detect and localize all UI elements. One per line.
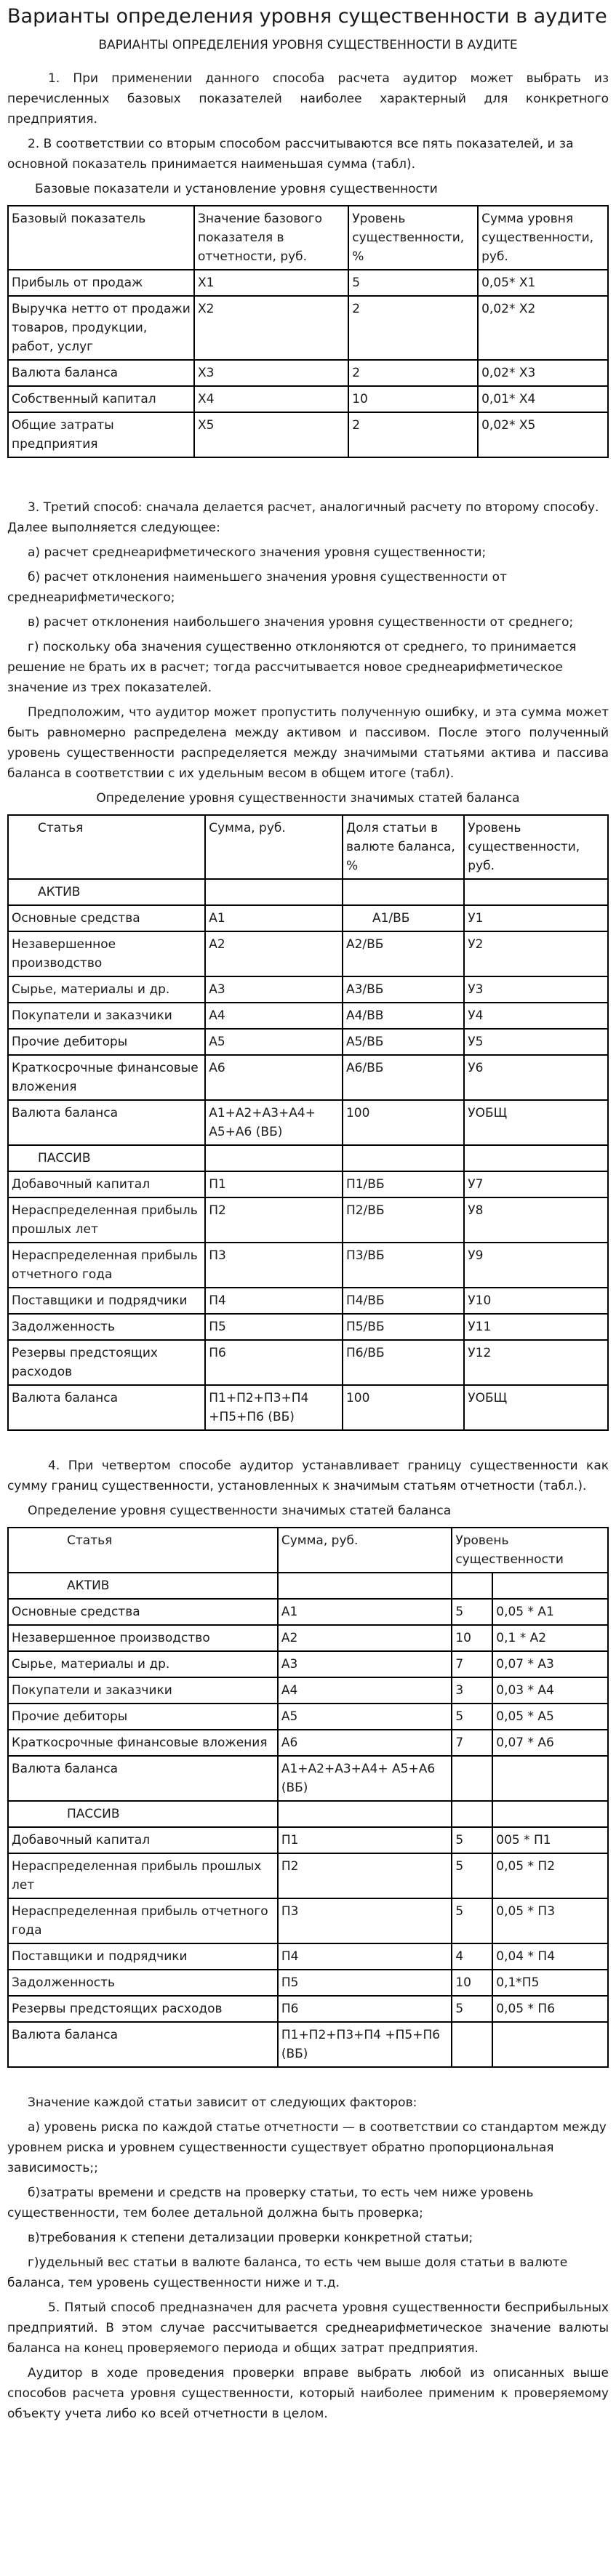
table-cell: A3 (205, 976, 343, 1003)
table-cell: Основные средства (8, 1599, 278, 1625)
table-cell (452, 1756, 492, 1801)
table-cell: Валюта баланса (8, 1100, 205, 1145)
table-cell: 10 (452, 1970, 492, 1996)
table-header-cell: Уровень существенности, % (348, 206, 478, 270)
table-cell: A1+A2+A3+A4+ A5+A6 (ВБ) (278, 1756, 452, 1801)
table-cell: Нераспределенная прибыль отчетного года (8, 1243, 205, 1288)
table-cell: 0,02* X5 (478, 412, 608, 457)
table2-caption: Определение уровня существенности значимых статей баланса (96, 791, 520, 806)
table-cell: 0,02* X2 (478, 296, 608, 360)
table-cell: 7 (452, 1651, 492, 1677)
table-cell: X2 (194, 296, 348, 360)
table-cell (205, 1145, 343, 1171)
table-cell: Резервы предстоящих расходов (8, 1996, 278, 2022)
table-cell: 2 (348, 296, 478, 360)
table-cell: П3/ВБ (343, 1243, 464, 1288)
table-cell: У9 (464, 1243, 608, 1288)
significant-items-table (7, 814, 609, 1431)
table-cell: 5 (452, 1704, 492, 1730)
table-cell: 4 (452, 1943, 492, 1970)
table-cell: П1+П2+П3+П4 +П5+П6 (ВБ) (278, 2022, 452, 2067)
table-header-cell: Значение базового показателя в отчетности, руб. (194, 206, 348, 270)
table-cell (452, 2022, 492, 2067)
table-cell: У12 (464, 1340, 608, 1385)
table-row (8, 1943, 608, 1970)
table-cell: Нераспределенная прибыль прошлых лет (8, 1197, 205, 1243)
table-header-cell: Сумма, руб. (278, 1528, 452, 1573)
table-row (8, 1756, 608, 1801)
table-cell: П1+П2+П3+П4 +П5+П6 (ВБ) (205, 1385, 343, 1430)
table-cell: Нераспределенная прибыль прошлых лет (8, 1853, 278, 1898)
table-cell: A2/ВБ (343, 931, 464, 976)
table-cell: Валюта баланса (8, 2022, 278, 2067)
table-row (8, 1730, 608, 1756)
table-header-cell: Статья (8, 1528, 278, 1573)
table-cell: Прочие дебиторы (8, 1029, 205, 1055)
table-cell: Незавершенное производство (8, 931, 205, 976)
table-cell (278, 1573, 452, 1599)
table-cell: П2 (205, 1197, 343, 1243)
table-row (8, 976, 608, 1003)
table-row (8, 1055, 608, 1100)
table-cell: У6 (464, 1055, 608, 1100)
table-row (8, 1625, 608, 1651)
table-cell: П6 (278, 1996, 452, 2022)
table-cell: Прочие дебиторы (8, 1704, 278, 1730)
table-row (8, 1029, 608, 1055)
table-cell: X1 (194, 270, 348, 296)
base-indicators-table (7, 205, 609, 458)
paragraph-1: 1. При применении данного способа расчета аудитор может выбрать из перечисленных базовых показателей наиболее характерный для конкретного предприятия. (7, 71, 609, 127)
table-cell: Валюта баланса (8, 360, 194, 386)
table-cell: П1/ВБ (343, 1171, 464, 1197)
table-cell: Добавочный капитал (8, 1827, 278, 1853)
table-cell: 0,05 * A1 (492, 1599, 608, 1625)
table-header-row (8, 1528, 608, 1573)
paragraph-3d: г) поскольку оба значения существенно отклоняются от среднего, то принимается решение не брать их в расчет; тогда рассчитывается новое среднеарифметическое значение из трех показателей. (7, 640, 577, 695)
table-row (8, 1003, 608, 1029)
table-cell: У7 (464, 1171, 608, 1197)
table-cell: Сырье, материалы и др. (8, 1651, 278, 1677)
paragraph-3c: в) расчет отклонения наибольшего значения уровня существенности от среднего; (28, 615, 574, 630)
table-cell: ПАССИВ (8, 1801, 278, 1827)
table-cell (452, 1801, 492, 1827)
table-cell: Незавершенное производство (8, 1625, 278, 1651)
table-cell (492, 2022, 608, 2067)
paragraph-6a: а) уровень риска по каждой статье отчетности — в соответствии со стандартом между уровнем риска и уровнем существенности существует обратно пропорциональная зависимость;; (7, 2120, 607, 2175)
table-row (8, 1970, 608, 1996)
table-cell: A6 (278, 1730, 452, 1756)
materiality-by-item-table (7, 1527, 609, 2068)
table-cell: 10 (348, 386, 478, 412)
table-cell: Прибыль от продаж (8, 270, 194, 296)
table-cell: 0,1*П5 (492, 1970, 608, 1996)
paragraph-2: 2. В соответствии со вторым способом рассчитываются все пять показателей, и за основной показатель принимается наименьшая сумма (табл). (7, 137, 574, 172)
table-row (8, 412, 608, 457)
table-cell: X3 (194, 360, 348, 386)
table-cell (464, 879, 608, 905)
table-cell (452, 1573, 492, 1599)
table3-caption: Определение уровня существенности значимых статей баланса (28, 1504, 452, 1518)
table-cell (464, 1145, 608, 1171)
table-cell: П1 (205, 1171, 343, 1197)
table-cell: Добавочный капитал (8, 1171, 205, 1197)
table-cell: П5 (205, 1314, 343, 1340)
paragraph-6b: б)затраты времени и средств на проверку статьи, то есть чем ниже уровень существенности, тем более детальной должна быть проверка; (7, 2186, 534, 2220)
table-cell: АКТИВ (8, 1573, 278, 1599)
table-row (8, 1651, 608, 1677)
table-row (8, 1853, 608, 1898)
table-header-cell: Уровень существенности (452, 1528, 608, 1573)
table-row (8, 1314, 608, 1340)
table-row (8, 1996, 608, 2022)
table-cell (492, 1573, 608, 1599)
paragraph-4: Предположим, что аудитор может пропустить полученную ошибку, и эта сумма может быть равномерно распределена между активом и пассивом. После этого полученный уровень существенности распределяется между значимыми статьями актива и пассива баланса в соответствии с их удельным весом в общем итоге (табл). (7, 705, 609, 781)
table-cell: П1 (278, 1827, 452, 1853)
paragraph-3: 3. Третий способ: сначала делается расчет, аналогичный расчету по второму способу. Далее выполняется следующее: (7, 500, 599, 535)
paragraph-8: Аудитор в ходе проведения проверки вправе выбрать любой из описанных выше способов расчета уровня существенности, который наиболее применим к проверяемому объекту учета либо ко всей отчетности в целом. (7, 2366, 609, 2421)
table-cell: Валюта баланса (8, 1756, 278, 1801)
table-cell: 0,03 * A4 (492, 1677, 608, 1704)
table-cell: 100 (343, 1385, 464, 1430)
table-cell (278, 1801, 452, 1827)
table-cell: У1 (464, 905, 608, 931)
table-row (8, 1288, 608, 1314)
table-cell: П4/ВБ (343, 1288, 464, 1314)
table-cell: Покупатели и заказчики (8, 1003, 205, 1029)
document-subtitle: ВАРИАНТЫ ОПРЕДЕЛЕНИЯ УРОВНЯ СУЩЕСТВЕННОСТИ В АУДИТЕ (98, 38, 518, 52)
table-cell: Задолженность (8, 1314, 205, 1340)
table-cell: A5/ВБ (343, 1029, 464, 1055)
table-row (8, 1704, 608, 1730)
table-cell: 0,02* X3 (478, 360, 608, 386)
table-cell: У3 (464, 976, 608, 1003)
table-cell: П4 (278, 1943, 452, 1970)
table-cell: Задолженность (8, 1970, 278, 1996)
table-cell: Валюта баланса (8, 1385, 205, 1430)
table-cell: A5 (278, 1704, 452, 1730)
table-row (8, 1573, 608, 1599)
table-cell: A4/ВВ (343, 1003, 464, 1029)
table-header-cell: Сумма уровня существенности, руб. (478, 206, 608, 270)
table-cell: Сырье, материалы и др. (8, 976, 205, 1003)
paragraph-6c: в)требования к степени детализации проверки конкретной статьи; (28, 2231, 473, 2245)
table-cell: У11 (464, 1314, 608, 1340)
table-cell: 0,1 * A2 (492, 1625, 608, 1651)
table-cell: У2 (464, 931, 608, 976)
table-cell: 3 (452, 1677, 492, 1704)
table-row (8, 905, 608, 931)
table-row (8, 1340, 608, 1385)
table-cell: A2 (205, 931, 343, 976)
table-row (8, 360, 608, 386)
table-row (8, 386, 608, 412)
paragraph-6d: г)удельный вес статьи в валюте баланса, то есть чем выше доля статьи в валюте баланса, тем уровень существенности ниже и т.д. (7, 2255, 568, 2290)
table-cell: X4 (194, 386, 348, 412)
table-cell: 0,04 * П4 (492, 1943, 608, 1970)
table-cell (343, 1145, 464, 1171)
table-cell: 5 (452, 1898, 492, 1943)
page-title: Варианты определения уровня существенности в аудите (7, 5, 607, 28)
table-cell: 005 * П1 (492, 1827, 608, 1853)
table-cell: A4 (278, 1677, 452, 1704)
table-cell: ПАССИВ (8, 1145, 205, 1171)
table-cell: Краткосрочные финансовые вложения (8, 1730, 278, 1756)
table-cell: Общие затраты предприятия (8, 412, 194, 457)
table-cell: 0,07 * A3 (492, 1651, 608, 1677)
table-cell: УОБЩ (464, 1385, 608, 1430)
table-cell: 2 (348, 412, 478, 457)
paragraph-5: 4. При четвертом способе аудитор устанавливает границу существенности как сумму границ существенности, установленных к значимым статьям отчетности (табл.). (7, 1458, 609, 1493)
table-row (8, 1243, 608, 1288)
table-cell: Поставщики и подрядчики (8, 1943, 278, 1970)
table-cell: П6/ВБ (343, 1340, 464, 1385)
table-cell: A1/ВБ (343, 905, 464, 931)
table-cell: Нераспределенная прибыль отчетного года (8, 1898, 278, 1943)
table-row (8, 1171, 608, 1197)
table-row (8, 1827, 608, 1853)
paragraph-6: Значение каждой статьи зависит от следующих факторов: (28, 2095, 417, 2110)
table-cell: 0,05* X1 (478, 270, 608, 296)
table-row (8, 1801, 608, 1827)
table-header-cell: Уровень существенности, руб. (464, 815, 608, 879)
table-cell: A3 (278, 1651, 452, 1677)
table-row (8, 1197, 608, 1243)
paragraph-3a: а) расчет среднеарифметического значения уровня существенности; (28, 545, 487, 560)
table-cell: П4 (205, 1288, 343, 1314)
table-cell: 5 (452, 1853, 492, 1898)
table-cell: Основные средства (8, 905, 205, 931)
table-cell: У10 (464, 1288, 608, 1314)
table-cell: Выручка нетто от продажи товаров, продукции, работ, услуг (8, 296, 194, 360)
table-cell: 0,05 * П2 (492, 1853, 608, 1898)
table-cell: A6 (205, 1055, 343, 1100)
table-cell: 5 (452, 1599, 492, 1625)
table-cell: X5 (194, 412, 348, 457)
table-cell: 0,05 * A5 (492, 1704, 608, 1730)
table-row (8, 270, 608, 296)
table-cell: 0,07 * A6 (492, 1730, 608, 1756)
table-cell: У8 (464, 1197, 608, 1243)
table-cell (492, 1756, 608, 1801)
table-cell: 100 (343, 1100, 464, 1145)
table-cell: Покупатели и заказчики (8, 1677, 278, 1704)
table-header-cell: Базовый показатель (8, 206, 194, 270)
table-cell: A1 (205, 905, 343, 931)
table-row (8, 1100, 608, 1145)
table-cell: П5 (278, 1970, 452, 1996)
paragraph-3b: б) расчет отклонения наименьшего значения уровня существенности от среднеарифметического; (7, 570, 507, 605)
table-cell: A1+A2+A3+A4+ A5+A6 (ВБ) (205, 1100, 343, 1145)
table-header-row (8, 206, 608, 270)
table-cell: П6 (205, 1340, 343, 1385)
table-row (8, 296, 608, 360)
table-cell: У5 (464, 1029, 608, 1055)
table-cell (343, 879, 464, 905)
table-cell: Собственный капитал (8, 386, 194, 412)
table-cell: 0,01* X4 (478, 386, 608, 412)
table-cell: Поставщики и подрядчики (8, 1288, 205, 1314)
table-row (8, 1145, 608, 1171)
table-cell: 0,05 * П3 (492, 1898, 608, 1943)
table-header-cell: Статья (8, 815, 205, 879)
table-cell: П3 (205, 1243, 343, 1288)
table-cell: 2 (348, 360, 478, 386)
table-cell: УОБЩ (464, 1100, 608, 1145)
table-row (8, 879, 608, 905)
table-cell: A3/ВБ (343, 976, 464, 1003)
table-cell: П5/ВБ (343, 1314, 464, 1340)
table-cell: A2 (278, 1625, 452, 1651)
table-cell: 5 (452, 1996, 492, 2022)
table-row (8, 1385, 608, 1430)
table-cell: Резервы предстоящих расходов (8, 1340, 205, 1385)
table-cell: 5 (348, 270, 478, 296)
table-cell: A6/ВБ (343, 1055, 464, 1100)
table-cell: 7 (452, 1730, 492, 1756)
table-cell (205, 879, 343, 905)
paragraph-7: 5. Пятый способ предназначен для расчета уровня существенности бесприбыльных предприятий. В этом случае рассчитывается среднеарифметическое значение валюты баланса на конец проверяемого периода и общих затрат предприятия. (7, 2300, 609, 2356)
table-row (8, 2022, 608, 2067)
table-cell: П2/ВБ (343, 1197, 464, 1243)
table1-caption: Базовые показатели и установление уровня существенности (35, 182, 438, 196)
table-cell: A5 (205, 1029, 343, 1055)
table-cell: 10 (452, 1625, 492, 1651)
table-cell: Краткосрочные финансовые вложения (8, 1055, 205, 1100)
table-cell: АКТИВ (8, 879, 205, 905)
table-cell: У4 (464, 1003, 608, 1029)
table-cell: 5 (452, 1827, 492, 1853)
table-cell (492, 1801, 608, 1827)
table-row (8, 931, 608, 976)
table-cell: 0,05 * П6 (492, 1996, 608, 2022)
table-header-cell: Сумма, руб. (205, 815, 343, 879)
table-cell: A1 (278, 1599, 452, 1625)
table-row (8, 1898, 608, 1943)
table-cell: A4 (205, 1003, 343, 1029)
table-cell: П3 (278, 1898, 452, 1943)
table-cell: П2 (278, 1853, 452, 1898)
table-header-cell: Доля статьи в валюте баланса, % (343, 815, 464, 879)
table-header-row (8, 815, 608, 879)
table-row (8, 1599, 608, 1625)
table-row (8, 1677, 608, 1704)
